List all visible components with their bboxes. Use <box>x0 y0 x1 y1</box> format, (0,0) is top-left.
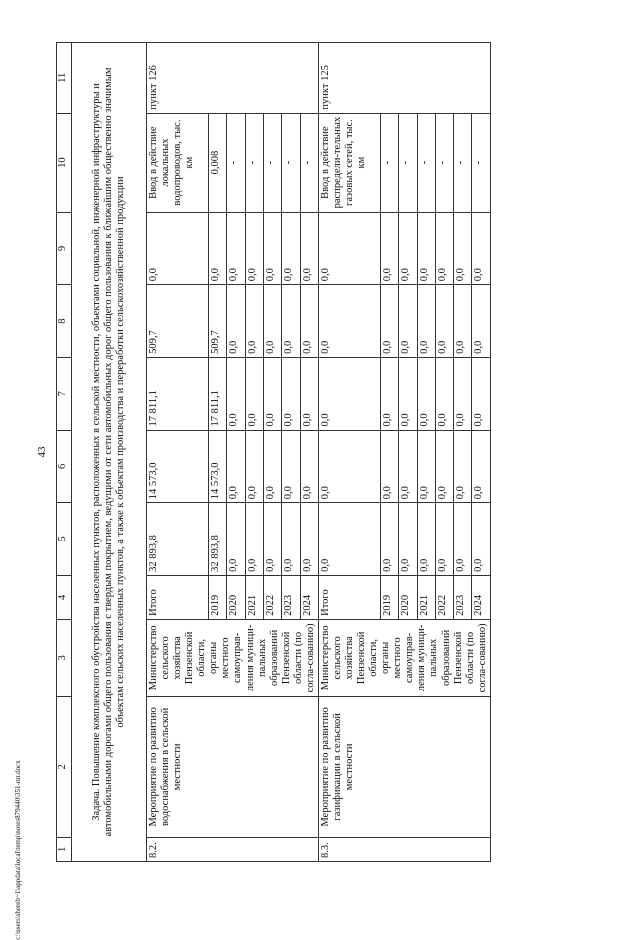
measure-number: 8.3. <box>318 837 490 861</box>
value-other: 0,0 <box>263 212 281 285</box>
value-local: 0,0 <box>227 285 245 358</box>
value-federal: 0,0 <box>263 430 281 503</box>
value-regional: 0,0 <box>263 357 281 430</box>
value-local: 0,0 <box>318 285 380 358</box>
value-other: 0,0 <box>399 212 417 285</box>
program-table <box>56 42 491 862</box>
value-regional: 0,0 <box>282 357 300 430</box>
value-federal: 0,0 <box>282 430 300 503</box>
value-other: 0,0 <box>417 212 435 285</box>
value-other: 0,0 <box>300 212 318 285</box>
col-number: 11 <box>57 43 72 114</box>
year-cell: 2024 <box>472 575 490 619</box>
value-total: 0,0 <box>472 503 490 576</box>
col-number: 2 <box>57 696 72 837</box>
value-total: 0,0 <box>300 503 318 576</box>
value-local: 509,7 <box>147 285 209 358</box>
file-path: c:\users\shereb~1\appdata\local\temp\notes879440\351-пп.docx <box>14 760 22 940</box>
value-local: 0,0 <box>263 285 281 358</box>
indicator-value: - <box>381 113 399 212</box>
value-regional: 0,0 <box>435 357 453 430</box>
table-row <box>147 43 209 862</box>
value-regional: 17 811,1 <box>209 357 227 430</box>
value-total: 0,0 <box>282 503 300 576</box>
year-cell: Итого <box>147 575 209 619</box>
year-cell: 2023 <box>454 575 472 619</box>
value-federal: 0,0 <box>300 430 318 503</box>
value-federal: 14 573,0 <box>209 430 227 503</box>
indicator-value: - <box>263 113 281 212</box>
value-local: 0,0 <box>399 285 417 358</box>
year-cell: 2021 <box>417 575 435 619</box>
value-other: 0,0 <box>318 212 380 285</box>
reference-cell: пункт 125 <box>318 43 490 114</box>
value-total: 0,0 <box>399 503 417 576</box>
reference-cell: пункт 126 <box>147 43 319 114</box>
value-federal: 0,0 <box>435 430 453 503</box>
value-other: 0,0 <box>209 212 227 285</box>
value-other: 0,0 <box>147 212 209 285</box>
value-regional: 0,0 <box>472 357 490 430</box>
value-federal: 0,0 <box>399 430 417 503</box>
value-regional: 0,0 <box>399 357 417 430</box>
value-local: 0,0 <box>454 285 472 358</box>
value-local: 0,0 <box>381 285 399 358</box>
value-local: 509,7 <box>209 285 227 358</box>
value-other: 0,0 <box>454 212 472 285</box>
measure-number: 8.2. <box>147 837 319 861</box>
value-federal: 0,0 <box>381 430 399 503</box>
value-total: 0,0 <box>417 503 435 576</box>
col-number: 1 <box>57 837 72 861</box>
indicator-value: - <box>435 113 453 212</box>
value-regional: 0,0 <box>381 357 399 430</box>
col-number: 5 <box>57 503 72 576</box>
value-regional: 0,0 <box>300 357 318 430</box>
value-other: 0,0 <box>472 212 490 285</box>
value-regional: 17 811,1 <box>147 357 209 430</box>
value-regional: 0,0 <box>454 357 472 430</box>
value-local: 0,0 <box>472 285 490 358</box>
value-other: 0,0 <box>381 212 399 285</box>
indicator-value: - <box>300 113 318 212</box>
value-local: 0,0 <box>417 285 435 358</box>
value-total: 0,0 <box>318 503 380 576</box>
value-federal: 14 573,0 <box>147 430 209 503</box>
indicator-value: - <box>282 113 300 212</box>
value-federal: 0,0 <box>417 430 435 503</box>
value-federal: 0,0 <box>318 430 380 503</box>
col-number: 4 <box>57 575 72 619</box>
value-total: 32 893,8 <box>209 503 227 576</box>
value-other: 0,0 <box>227 212 245 285</box>
page-number: 43 <box>36 446 48 458</box>
value-other: 0,0 <box>282 212 300 285</box>
year-cell: Итого <box>318 575 380 619</box>
col-number: 6 <box>57 430 72 503</box>
year-cell: 2020 <box>227 575 245 619</box>
measure-name: Мероприятие по развитию газификации в сельской местности <box>318 696 490 837</box>
value-local: 0,0 <box>245 285 263 358</box>
value-total: 0,0 <box>227 503 245 576</box>
indicator-value: - <box>472 113 490 212</box>
indicator-value: - <box>399 113 417 212</box>
value-federal: 0,0 <box>454 430 472 503</box>
indicator-value: - <box>454 113 472 212</box>
value-total: 0,0 <box>435 503 453 576</box>
value-total: 0,0 <box>263 503 281 576</box>
col-number: 9 <box>57 212 72 285</box>
value-regional: 0,0 <box>417 357 435 430</box>
indicator-name: Ввод в действие локальных водопроводов, тыс. км <box>147 113 209 212</box>
col-number: 10 <box>57 113 72 212</box>
value-federal: 0,0 <box>245 430 263 503</box>
value-federal: 0,0 <box>227 430 245 503</box>
value-local: 0,0 <box>300 285 318 358</box>
value-total: 0,0 <box>454 503 472 576</box>
year-cell: 2021 <box>245 575 263 619</box>
value-total: 0,0 <box>381 503 399 576</box>
indicator-value: 0,008 <box>209 113 227 212</box>
value-total: 32 893,8 <box>147 503 209 576</box>
value-other: 0,0 <box>435 212 453 285</box>
year-cell: 2023 <box>282 575 300 619</box>
rotated-page <box>56 42 616 862</box>
task-row <box>72 43 147 862</box>
col-number: 8 <box>57 285 72 358</box>
executor-cell: Министерство сельского хозяйства Пензенской области, органы местного самоуправ-ления муници-пальных образований Пензенской области (по согла-сованию) <box>318 619 490 696</box>
value-local: 0,0 <box>282 285 300 358</box>
year-cell: 2022 <box>435 575 453 619</box>
value-regional: 0,0 <box>245 357 263 430</box>
value-federal: 0,0 <box>472 430 490 503</box>
year-cell: 2020 <box>399 575 417 619</box>
col-number: 7 <box>57 357 72 430</box>
indicator-value: - <box>227 113 245 212</box>
indicator-value: - <box>245 113 263 212</box>
year-cell: 2024 <box>300 575 318 619</box>
value-regional: 0,0 <box>318 357 380 430</box>
year-cell: 2019 <box>209 575 227 619</box>
indicator-value: - <box>417 113 435 212</box>
value-total: 0,0 <box>245 503 263 576</box>
value-local: 0,0 <box>435 285 453 358</box>
table-row <box>318 43 380 862</box>
year-cell: 2022 <box>263 575 281 619</box>
indicator-name: Ввод в действие распредели-тельных газовых сетей, тыс. км <box>318 113 380 212</box>
header-row <box>57 43 72 862</box>
executor-cell: Министерство сельского хозяйства Пензенской области, органы местного самоуправ-ления муници-пальных образований Пензенской области (по согла-сованию) <box>147 619 319 696</box>
value-regional: 0,0 <box>227 357 245 430</box>
measure-name: Мероприятие по развитию водоснабжения в сельской местности <box>147 696 319 837</box>
year-cell: 2019 <box>381 575 399 619</box>
task-text: Задача. Повышение комплексного обустройства населенных пунктов, расположенных в сельской местности, объектами социальной, инженерной инфраструктуры и автомобильными дорогами общего пользования с твердым покрытием, ведущими от сети автомобильных дорог общего пользования к ближайшим общественно значимым объектам сельских населенных пунктов, а также к объектам производства и переработки сельскохозяйственной продукции <box>72 43 147 862</box>
value-other: 0,0 <box>245 212 263 285</box>
col-number: 3 <box>57 619 72 696</box>
